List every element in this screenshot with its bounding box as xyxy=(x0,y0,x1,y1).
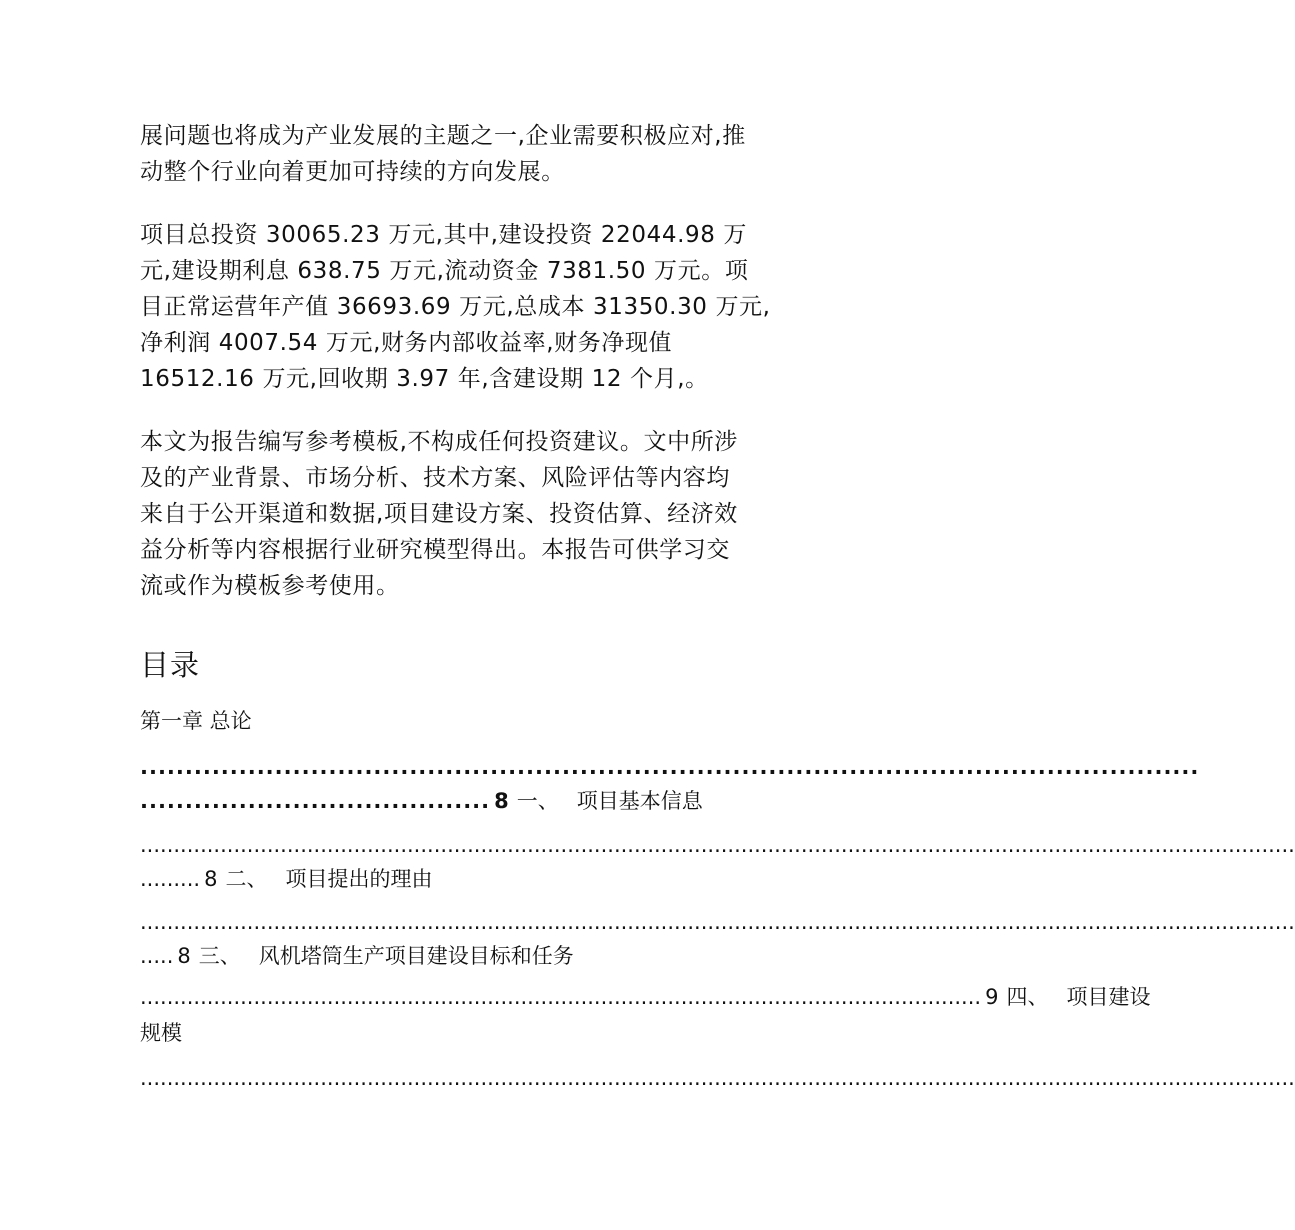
toc-chapter-label: 第一章 总论 xyxy=(140,709,252,733)
toc-chapter-1[interactable] xyxy=(140,706,820,736)
toc-leader-dots: ...................................................................................................................... xyxy=(140,755,1200,779)
text-line: 净利润 4007.54 万元,财务内部收益率,财务净现值 xyxy=(140,330,673,356)
toc-leader-dots: ............................................................................................................................................................................. xyxy=(140,833,1295,857)
paragraph-industry-outlook xyxy=(140,118,820,190)
text-line: 动整个行业向着更加可持续的方向发展。 xyxy=(140,159,565,185)
toc-leader-dots: ............................................................................................................................................................................. xyxy=(140,910,1295,934)
paragraph-disclaimer xyxy=(140,424,820,604)
text-line: 来自于公开渠道和数据,项目建设方案、投资估算、经济效 xyxy=(140,501,738,527)
toc-item-label: 规模 xyxy=(140,1021,182,1045)
text-line: 流或作为模板参考使用。 xyxy=(140,573,400,599)
toc-item-number: 四、 xyxy=(1006,985,1049,1009)
toc-item-label: 项目建设 xyxy=(1066,985,1151,1009)
toc-item-label: 风机塔筒生产项目建设目标和任务 xyxy=(258,944,574,968)
toc-entry-1[interactable]: ....................................... 8 一、 项目基本信息 xyxy=(140,789,703,813)
toc-entry-2[interactable]: ......... 8 二、 项目提出的理由 xyxy=(140,867,433,891)
toc-item-label: 项目基本信息 xyxy=(576,789,703,813)
toc-page-number: 8 xyxy=(204,867,218,891)
text-line: 目正常运营年产值 36693.69 万元,总成本 31350.30 万元, xyxy=(140,294,771,320)
toc-item-number: 三、 xyxy=(198,944,241,968)
toc-leader-dots: ............................................................................................................................................................................. xyxy=(140,1066,1295,1090)
text-line: 本文为报告编写参考模板,不构成任何投资建议。文中所涉 xyxy=(140,429,738,455)
toc-item-label: 项目提出的理由 xyxy=(285,867,433,891)
toc-entry-4-continued xyxy=(140,1018,820,1048)
text-line: 元,建设期利息 638.75 万元,流动资金 7381.50 万元。项 xyxy=(140,258,749,284)
toc-item-number: 二、 xyxy=(225,867,268,891)
paragraph-investment-summary xyxy=(140,217,820,397)
toc-entry-4[interactable]: .............................................................................................................................. 9 四、 项目建设 xyxy=(140,985,1151,1009)
toc-page-number: 8 xyxy=(494,789,509,813)
text-line: 项目总投资 30065.23 万元,其中,建设投资 22044.98 万 xyxy=(140,222,747,248)
toc-page-number: 9 xyxy=(985,985,999,1009)
toc-entry-3[interactable]: ..... 8 三、 风机塔筒生产项目建设目标和任务 xyxy=(140,944,574,968)
toc-title: 目录 xyxy=(140,648,201,682)
text-line: 及的产业背景、市场分析、技术方案、风险评估等内容均 xyxy=(140,465,730,491)
text-line: 16512.16 万元,回收期 3.97 年,含建设期 12 个月,。 xyxy=(140,366,709,392)
text-line: 益分析等内容根据行业研究模型得出。本报告可供学习交 xyxy=(140,537,730,563)
toc-item-number: 一、 xyxy=(516,789,559,813)
text-line: 展问题也将成为产业发展的主题之一,企业需要积极应对,推 xyxy=(140,123,746,149)
toc-page-number: 8 xyxy=(177,944,191,968)
